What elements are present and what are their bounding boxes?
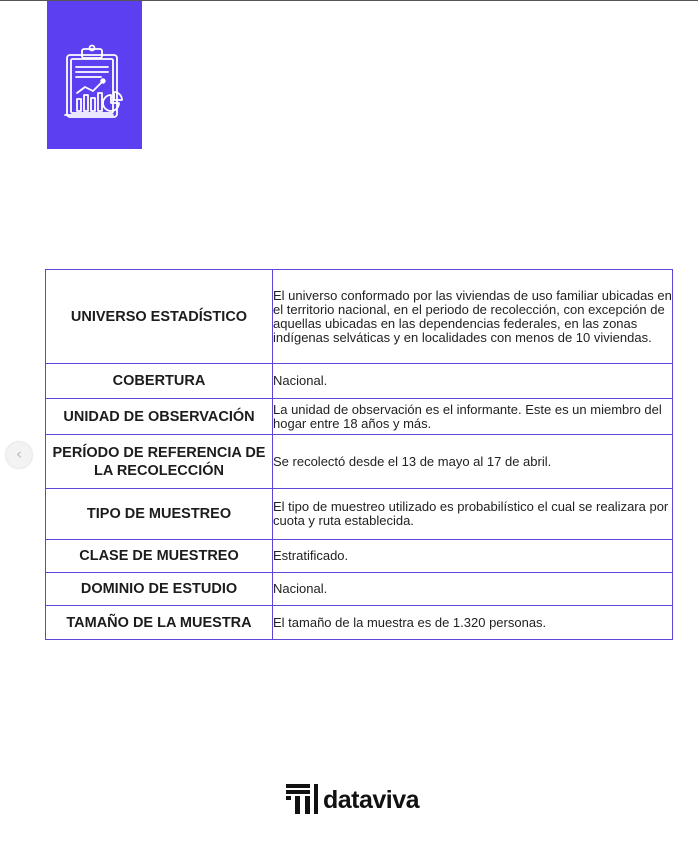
- row-label: TIPO DE MUESTREO: [46, 489, 273, 540]
- row-label: UNIDAD DE OBSERVACIÓN: [46, 399, 273, 435]
- table-row: [46, 364, 673, 399]
- row-value: Estratificado.: [273, 540, 673, 573]
- row-label: CLASE DE MUESTREO: [46, 540, 273, 573]
- header-badge: [47, 1, 142, 149]
- row-value: El tamaño de la muestra es de 1.320 personas.: [273, 606, 673, 640]
- row-value: El universo conformado por las viviendas de uso familiar ubicadas en el territorio nacional, en el periodo de recolección, con excepción de aquellas ubicadas en las dependencias federales, en las zonas indígenas selváticas y en localidades con menos de 10 viviendas.: [273, 270, 673, 364]
- row-label: DOMINIO DE ESTUDIO: [46, 573, 273, 606]
- row-value: Nacional.: [273, 573, 673, 606]
- chevron-left-icon: ‹: [16, 445, 22, 463]
- row-value: Se recolectó desde el 13 de mayo al 17 de abril.: [273, 435, 673, 489]
- table-row: [46, 399, 673, 435]
- brand-name: dataviva: [323, 786, 420, 814]
- row-label: UNIVERSO ESTADÍSTICO: [46, 270, 273, 364]
- dataviva-logo-icon: [286, 784, 318, 814]
- carousel-prev-button[interactable]: [6, 442, 32, 468]
- table-row: [46, 573, 673, 606]
- row-value: La unidad de observación es el informante. Este es un miembro del hogar entre 18 años y más.: [273, 399, 673, 435]
- study-spec-table: [45, 269, 673, 640]
- clipboard-chart-icon: [61, 43, 129, 121]
- row-label: COBERTURA: [46, 364, 273, 399]
- table-row: [46, 540, 673, 573]
- table-row: [46, 489, 673, 540]
- table-row: [46, 270, 673, 364]
- row-label: TAMAÑO DE LA MUESTRA: [46, 606, 273, 640]
- table-row: [46, 606, 673, 640]
- table-row: [46, 435, 673, 489]
- row-label: PERÍODO DE REFERENCIA DE LA RECOLECCIÓN: [46, 435, 273, 489]
- row-value: Nacional.: [273, 364, 673, 399]
- row-value: El tipo de muestreo utilizado es probabilístico el cual se realizara por cuota y ruta establecida.: [273, 489, 673, 540]
